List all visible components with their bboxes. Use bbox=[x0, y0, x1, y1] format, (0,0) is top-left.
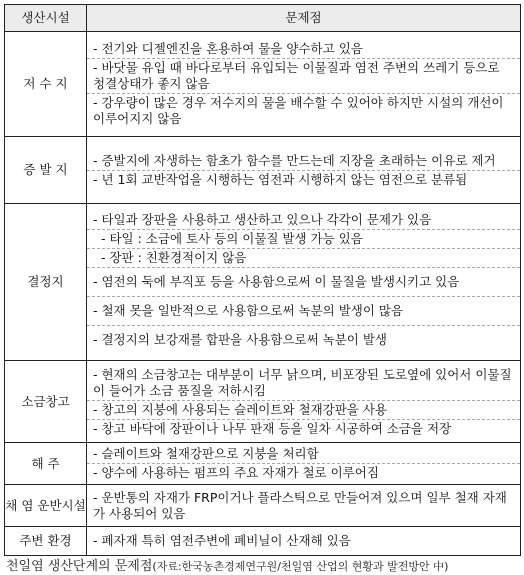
problem-item: - 강우량이 많은 경우 저수지의 물을 배수할 수 있어야 하지만 시설의 개선이 이루어지지 않음 bbox=[93, 95, 504, 126]
problem-item: - 현재의 소금창고는 대부분이 너무 낡으며, 비포장된 도로옆에 있어서 이물질이 들어가 소금 품질을 저하시킴 bbox=[87, 366, 520, 401]
facility-cell: 해 주 bbox=[5, 443, 87, 485]
problem-item: - 바닷물 유입 때 바다로부터 유입되는 이물질과 염전 주변의 쓰레기 등으로 청결상태가 좋지 않음 bbox=[87, 59, 520, 94]
facility-cell: 저 수 지 bbox=[5, 32, 87, 137]
table-row bbox=[5, 137, 521, 204]
problem-cell bbox=[87, 137, 521, 204]
table-row bbox=[5, 32, 521, 137]
problem-item: - 전기와 디젤엔진을 혼용하여 물을 양수하고 있음 bbox=[87, 40, 520, 59]
problem-item: - 년 1회 교반작업을 시행하는 염전과 시행하지 않는 염전으로 분류됨 bbox=[93, 171, 468, 187]
problem-cell bbox=[87, 32, 521, 137]
problem-cell bbox=[87, 527, 521, 556]
problems-table bbox=[4, 4, 521, 556]
problem-subitem: - 타일 : 소금에 토사 등의 이물질 발생 가능 있음 bbox=[87, 230, 520, 249]
caption-title: 천일염 생산단계의 문제점 bbox=[6, 559, 153, 574]
problem-item: - 철재 못을 일반적으로 사용함으로써 녹분의 발생이 많음 bbox=[87, 297, 520, 326]
table-row bbox=[5, 527, 521, 556]
problem-cell bbox=[87, 443, 521, 485]
facility-cell: 주변 환경 bbox=[5, 527, 87, 556]
problem-item: - 창고 바닥에 장판이나 나무 판재 등을 일차 시공하여 소금을 저장 bbox=[93, 420, 452, 436]
problem-item: - 양수에 사용하는 펌프의 주요 자재가 철로 이루어짐 bbox=[93, 465, 379, 480]
problem-item: - 폐자재 특히 염전주변에 폐비닐이 산재해 있음 bbox=[93, 533, 351, 548]
problem-cell bbox=[87, 204, 521, 361]
facility-cell: 증 발 지 bbox=[5, 137, 87, 204]
facility-cell: 채 염 운반시설 bbox=[5, 485, 87, 527]
table-row bbox=[5, 443, 521, 485]
problem-item: - 증발지에 자생하는 함초가 함수를 만드는데 지장을 초래하는 이유로 제거 bbox=[87, 152, 520, 171]
problem-cell bbox=[87, 485, 521, 527]
header-facility: 생산시설 bbox=[5, 5, 87, 32]
facility-cell: 결정지 bbox=[5, 204, 87, 361]
problem-cell bbox=[87, 361, 521, 443]
table-caption bbox=[6, 559, 520, 575]
table-header-row bbox=[5, 5, 521, 32]
problem-item: - 타일과 장판을 사용하고 생산하고 있으나 각각이 문제가 있음 bbox=[87, 211, 520, 230]
problem-item: - 창고의 지붕에 사용되는 슬레이트와 철재강판을 사용 bbox=[87, 401, 520, 420]
header-problem: 문제점 bbox=[87, 5, 521, 32]
problem-item: - 운반통의 자재가 FRP이거나 플라스틱으로 만들어져 있으며 일부 철재 자재가 사용되어 있음 bbox=[93, 489, 507, 521]
problem-item: - 슬레이트와 철재강판으로 지붕을 처리함 bbox=[87, 445, 520, 464]
caption-source: (자료:한국농촌경제연구원/천일염 산업의 현황과 발전방안 中) bbox=[152, 560, 449, 573]
table-row bbox=[5, 204, 521, 361]
table-row bbox=[5, 361, 521, 443]
table-row bbox=[5, 485, 521, 527]
problem-item: - 결정지의 보강재를 합판을 사용함으로써 녹분이 발생 bbox=[93, 331, 388, 347]
facility-cell: 소금창고 bbox=[5, 361, 87, 443]
problem-subitem: - 장판 : 친환경적이지 않음 bbox=[87, 249, 520, 268]
problem-item: - 염전의 둑에 부직포 등을 사용함으로써 이 물질을 발생시키고 있음 bbox=[87, 268, 520, 297]
